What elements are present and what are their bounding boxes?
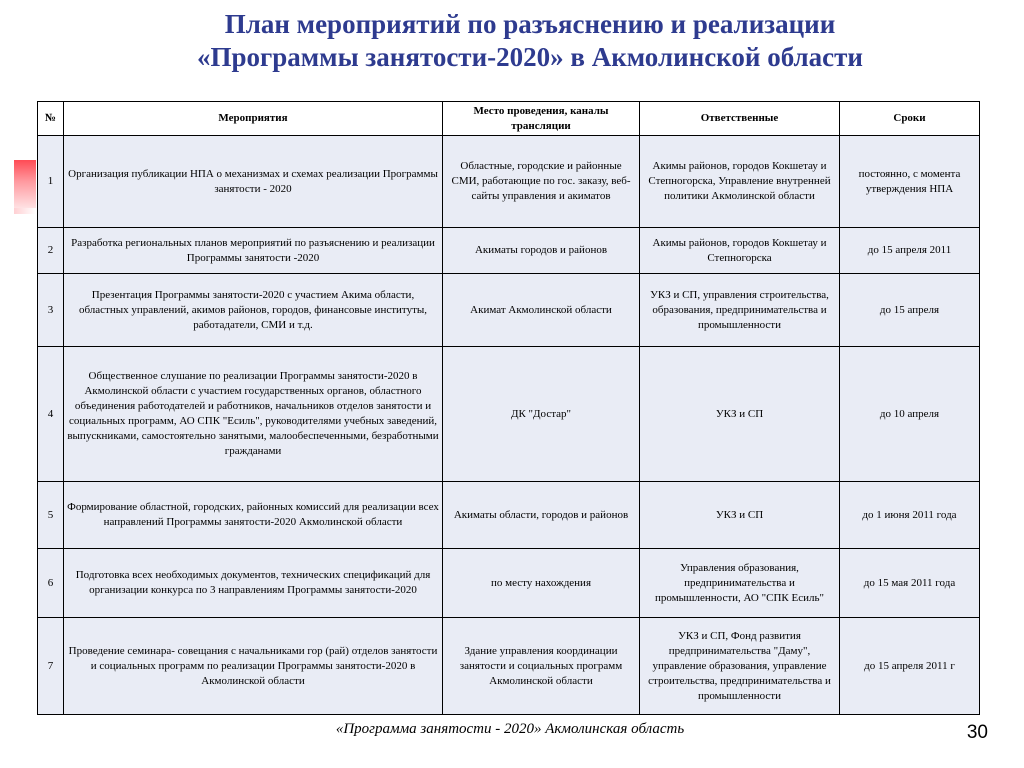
table-row [38, 549, 980, 618]
row-activity: Подготовка всех необходимых документов, технических спецификаций для организации конкурса по 3 направлениям Программы занятости-2020 [64, 549, 443, 618]
row-number: 1 [38, 136, 64, 228]
header-place: Место проведения, каналы трансляции [443, 102, 640, 136]
table-row [38, 482, 980, 549]
row-number: 7 [38, 618, 64, 715]
row-number: 2 [38, 228, 64, 274]
row-activity: Проведение семинара- совещания с начальниками гор (рай) отделов занятости и социальных программ по реализации Программы занятости-2020 в Акмолинской области [64, 618, 443, 715]
activity-plan-table [37, 101, 980, 715]
row-responsible: УКЗ и СП [640, 347, 840, 482]
page-title [120, 8, 940, 74]
row-place: Акиматы городов и районов [443, 228, 640, 274]
row-activity: Презентация Программы занятости-2020 с участием Акима области, областных управлений, акимов районов, городов, финансовые институты, работадатели, СМИ и т.д. [64, 274, 443, 347]
row-deadline: до 10 апреля [840, 347, 980, 482]
row-place: Акиматы области, городов и районов [443, 482, 640, 549]
table-row [38, 347, 980, 482]
row-number: 6 [38, 549, 64, 618]
row-activity: Организация публикации НПА о механизмах и схемах реализации Программы занятости - 2020 [64, 136, 443, 228]
title-line-2: «Программы занятости-2020» в Акмолинской области [197, 42, 863, 72]
row-responsible: Управления образования, предпринимательства и промышленности, АО "СПК Есиль" [640, 549, 840, 618]
header-activity: Мероприятия [64, 102, 443, 136]
row-deadline: до 15 мая 2011 года [840, 549, 980, 618]
table-row [38, 228, 980, 274]
row-number: 5 [38, 482, 64, 549]
row-number: 4 [38, 347, 64, 482]
table-row [38, 274, 980, 347]
header-responsible: Ответственные [640, 102, 840, 136]
footer-caption: «Программа занятости - 2020» Акмолинская область [335, 721, 685, 737]
header-deadline: Сроки [840, 102, 980, 136]
row-activity: Разработка региональных планов мероприятий по разъяснению и реализации Программы занятости -2020 [64, 228, 443, 274]
decorative-accent-shadow [14, 208, 36, 214]
row-deadline: до 15 апреля 2011 [840, 228, 980, 274]
row-responsible: Акимы районов, городов Кокшетау и Степногорска [640, 228, 840, 274]
row-responsible: Акимы районов, городов Кокшетау и Степногорска, Управление внутренней политики Акмолинской области [640, 136, 840, 228]
row-deadline: до 15 апреля 2011 г [840, 618, 980, 715]
row-place: Акимат Акмолинской области [443, 274, 640, 347]
header-number: № [38, 102, 64, 136]
row-responsible: УКЗ и СП, управления строительства, образования, предпринимательства и промышленности [640, 274, 840, 347]
row-place: по месту нахождения [443, 549, 640, 618]
row-number: 3 [38, 274, 64, 347]
row-deadline: постоянно, с момента утверждения НПА [840, 136, 980, 228]
row-responsible: УКЗ и СП [640, 482, 840, 549]
row-responsible: УКЗ и СП, Фонд развития предпринимательства "Даму", управление образования, управление строительства, предпринимательства и промышленности [640, 618, 840, 715]
table-row [38, 136, 980, 228]
row-activity: Общественное слушание по реализации Программы занятости-2020 в Акмолинской области с участием государственных органов, областного объединения работодателей и работников, начальников отделов занятости и социальных программ, АО СПК "Есиль", руководителями учебных заведений, выпускниками, самостоятельно занятыми, малообеспеченными, безработными гражданами [64, 347, 443, 482]
page-number: 30 [966, 722, 988, 743]
row-place: ДК "Достар" [443, 347, 640, 482]
table-header-row [38, 102, 980, 136]
row-deadline: до 1 июня 2011 года [840, 482, 980, 549]
table-row [38, 618, 980, 715]
row-deadline: до 15 апреля [840, 274, 980, 347]
row-place: Областные, городские и районные СМИ, работающие по гос. заказу, веб- сайты управления и акиматов [443, 136, 640, 228]
title-line-1: План мероприятий по разъяснению и реализации [224, 9, 836, 39]
row-activity: Формирование областной, городских, районных комиссий для реализации всех направлений Программы занятости-2020 Акмолинской области [64, 482, 443, 549]
row-place: Здание управления координации занятости и социальных программ Акмолинской области [443, 618, 640, 715]
decorative-accent-bar [14, 160, 36, 208]
